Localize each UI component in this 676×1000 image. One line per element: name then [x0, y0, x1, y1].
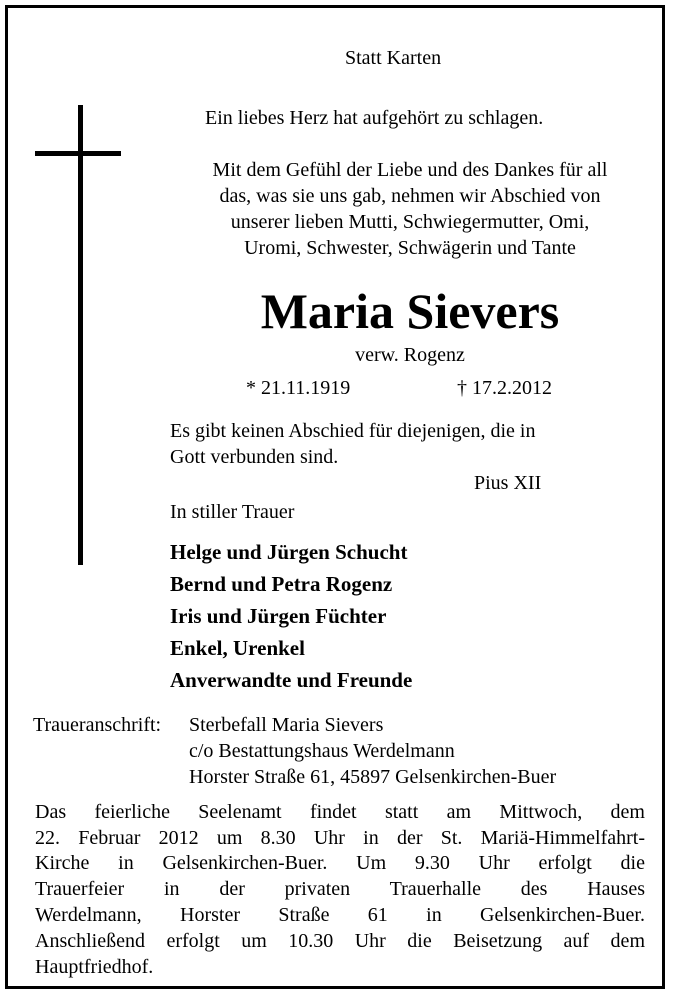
mourning-label: In stiller Trauer	[170, 501, 295, 523]
address-label: Traueranschrift:	[33, 714, 162, 736]
farewell-line: das, was sie uns gab, nehmen wir Abschied von	[219, 185, 601, 207]
deceased-name: Maria Sievers	[260, 283, 560, 339]
cross-icon-vertical	[78, 105, 83, 565]
quote-line: Gott verbunden sind.	[170, 446, 339, 468]
intro-line: Ein liebes Herz hat aufgehört zu schlagen.	[205, 107, 544, 129]
farewell-line: Mit dem Gefühl der Liebe und des Dankes für all	[212, 159, 608, 181]
header-text: Statt Karten	[345, 47, 442, 69]
service-line: Werdelmann, Horster Straße 61 in Gelsenkirchen-Buer.	[35, 904, 645, 926]
service-line: Kirche in Gelsenkirchen-Buer. Um 9.30 Uhr erfolgt die	[35, 852, 645, 874]
quote-author: Pius XII	[474, 472, 542, 494]
mourner-name: Anverwandte und Freunde	[170, 668, 413, 692]
service-line: Das feierliche Seelenamt findet statt am Mittwoch, dem	[35, 801, 645, 823]
address-line: c/o Bestattungshaus Werdelmann	[189, 740, 455, 762]
cross-icon-horizontal	[35, 151, 121, 156]
service-line: 22. Februar 2012 um 8.30 Uhr in der St. Mariä-Himmelfahrt-	[35, 827, 645, 849]
service-line: Anschließend erfolgt um 10.30 Uhr die Beisetzung auf dem	[35, 930, 645, 952]
mourner-name: Helge und Jürgen Schucht	[170, 540, 408, 564]
service-line: Trauerfeier in der privaten Trauerhalle des Hauses	[35, 878, 645, 900]
death-date: † 17.2.2012	[457, 377, 552, 399]
quote-line: Es gibt keinen Abschied für diejenigen, die in	[170, 420, 536, 442]
address-line: Horster Straße 61, 45897 Gelsenkirchen-Buer	[189, 766, 557, 788]
farewell-line: Uromi, Schwester, Schwägerin und Tante	[244, 237, 576, 259]
birth-date: * 21.11.1919	[246, 377, 351, 399]
mourner-name: Bernd und Petra Rogenz	[170, 572, 393, 596]
widowed-name: verw. Rogenz	[355, 344, 465, 366]
farewell-line: unserer lieben Mutti, Schwiegermutter, Omi,	[230, 211, 590, 233]
service-line: Hauptfriedhof.	[35, 956, 154, 978]
obituary-notice	[5, 5, 665, 989]
mourner-name: Iris und Jürgen Füchter	[170, 604, 387, 628]
address-line: Sterbefall Maria Sievers	[189, 714, 384, 736]
mourner-name: Enkel, Urenkel	[170, 636, 305, 660]
